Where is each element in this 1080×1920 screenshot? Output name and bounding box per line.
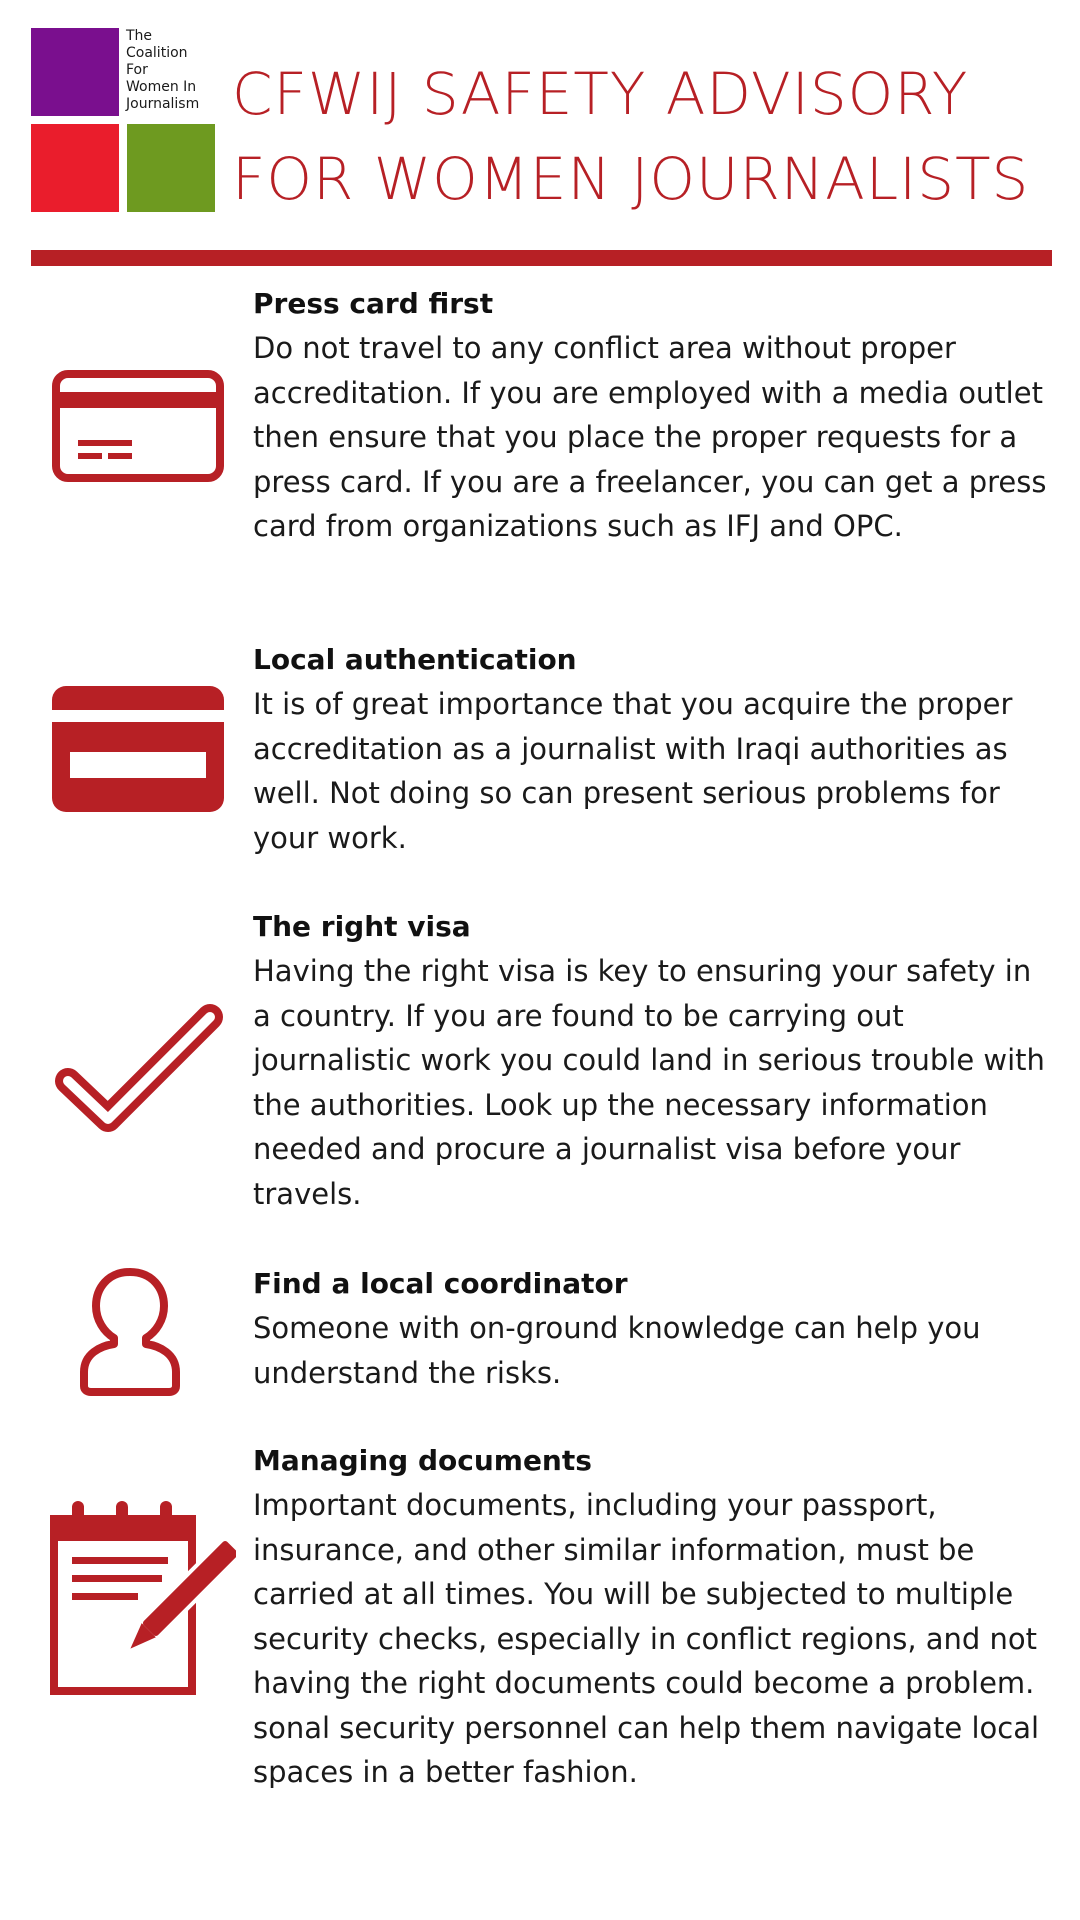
page-title <box>232 52 1062 222</box>
section-text <box>253 1439 1053 1795</box>
press-card-icon <box>52 370 224 487</box>
logo-text <box>126 28 221 113</box>
notepad-pencil-icon <box>50 1499 236 1700</box>
section-heading: The right visa <box>253 910 471 943</box>
section-text <box>253 282 1053 549</box>
section-body: Having the right visa is key to ensuring your safety in a country. If you are found to be carrying out journalistic work you could land in serious trouble with the authorities. Look up the necessary information needed and procure a journalist visa before your travels. <box>253 954 1045 1211</box>
section-heading: Managing documents <box>253 1444 592 1477</box>
logo-text-line: The <box>126 28 153 44</box>
section-heading: Local authentication <box>253 643 577 676</box>
logo-text-line: Women In <box>126 79 197 95</box>
section-body: It is of great importance that you acquire the proper accreditation as a journalist with Iraqi authorities as well. Not doing so can present serious problems for your work. <box>253 687 1013 855</box>
section-heading: Press card first <box>253 287 494 320</box>
section-text <box>253 905 1053 1216</box>
section-text <box>253 1262 1053 1395</box>
person-icon <box>76 1266 184 1403</box>
section-body: Important documents, including your passport, insurance, and other similar information, must be carried at all times. You will be subjected to multiple security checks, especially in conflict regions, and not having the right documents could become a problem. sonal security personnel can help them navigate local spaces in a better fashion. <box>253 1488 1040 1789</box>
section-text <box>253 638 1053 860</box>
section-heading: Find a local coordinator <box>253 1267 628 1300</box>
title-line-1: CFWIJ SAFETY ADVISORY <box>232 60 969 128</box>
logo-green-square <box>127 124 215 212</box>
section-body: Do not travel to any conflict area without proper accreditation. If you are employed with a media outlet then ensure that you place the proper requests for a press card. If you are a freelancer, you can get a press card from organizations such as IFJ and OPC. <box>253 331 1047 543</box>
cfwij-logo <box>31 28 217 212</box>
logo-purple-square <box>31 28 119 116</box>
id-card-icon <box>52 686 224 817</box>
header-divider <box>31 250 1052 266</box>
title-line-2: FOR WOMEN JOURNALISTS <box>232 145 1030 213</box>
logo-text-line: Coalition <box>126 45 188 61</box>
logo-text-line: For <box>126 62 148 78</box>
section-body: Someone with on-ground knowledge can help you understand the risks. <box>253 1311 981 1390</box>
logo-text-line: Journalism <box>126 96 200 112</box>
logo-red-square <box>31 124 119 212</box>
checkmark-icon <box>50 995 230 1146</box>
